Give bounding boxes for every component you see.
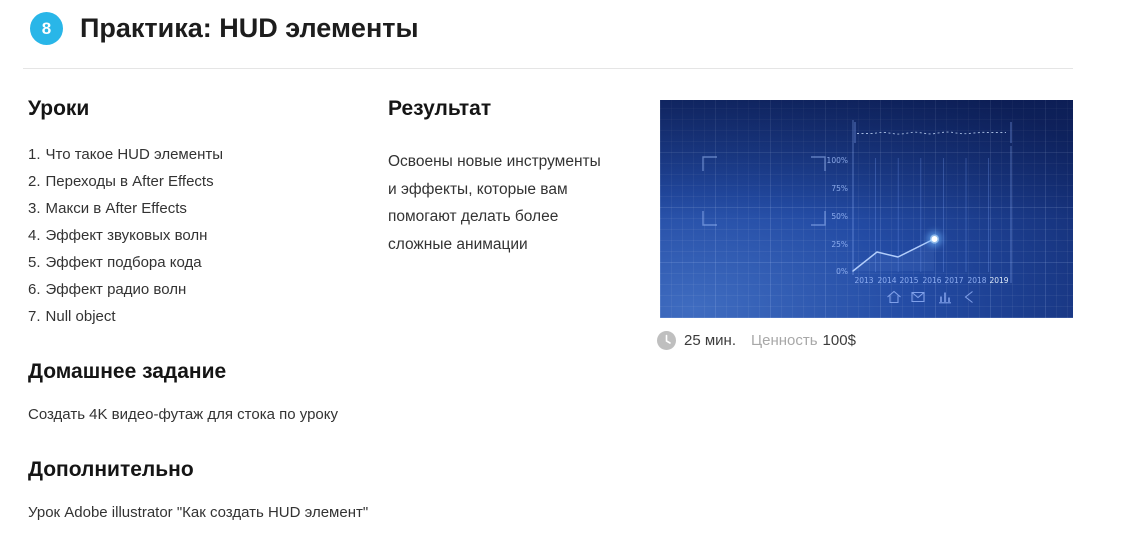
- lesson-number: 1.: [28, 146, 41, 163]
- year-label: 2016: [922, 276, 942, 285]
- list-item: [28, 303, 223, 330]
- lesson-number: 5.: [28, 254, 41, 271]
- lessons-list: [28, 141, 223, 330]
- ytick-label: 100%: [826, 156, 848, 165]
- page-title: Практика: HUD элементы: [80, 13, 419, 43]
- result-line: Освоены новые инструменты: [388, 153, 601, 170]
- list-item: [28, 222, 223, 249]
- lesson-label: Макси в After Effects: [45, 200, 187, 217]
- hud-preview-image: [660, 100, 1073, 318]
- ytick-label: 0%: [836, 267, 848, 276]
- result-heading: Результат: [388, 97, 492, 120]
- year-label: 2015: [899, 276, 919, 285]
- lesson-label: Эффект радио волн: [45, 281, 187, 298]
- ytick-label: 50%: [831, 212, 848, 221]
- homework-text: Создать 4K видео-футаж для стока по уроку: [28, 406, 339, 423]
- bar-chart-icon: [941, 293, 949, 303]
- list-item: [28, 249, 223, 276]
- waveform-icon: [857, 132, 1006, 134]
- lesson-meta: [657, 331, 856, 350]
- result-text: [388, 148, 601, 258]
- clock-icon: [657, 331, 676, 350]
- envelope-icon: [912, 293, 924, 302]
- lesson-label: Переходы в After Effects: [45, 173, 214, 190]
- extra-text: Урок Adobe illustrator "Как создать HUD элемент": [28, 504, 369, 521]
- value-amount: 100$: [822, 332, 856, 349]
- hud-chart: [660, 100, 1073, 318]
- lesson-number: 2.: [28, 173, 41, 190]
- list-item: [28, 195, 223, 222]
- home-icon: [888, 292, 901, 303]
- frame-brackets-icon: [703, 157, 825, 225]
- lessons-heading: Уроки: [28, 97, 90, 120]
- list-item: [28, 276, 223, 303]
- trend-area: [853, 239, 934, 271]
- lesson-number: 3.: [28, 200, 41, 217]
- year-label: 2013: [854, 276, 874, 285]
- lesson-number: 6.: [28, 281, 41, 298]
- share-icon: [966, 292, 973, 303]
- lesson-label: Эффект подбора кода: [45, 254, 202, 271]
- duration-text: 25 мин.: [684, 332, 736, 349]
- glow-marker-core: [932, 236, 938, 242]
- ytick-label: 75%: [831, 184, 848, 193]
- lesson-number: 4.: [28, 227, 41, 244]
- homework-heading: Домашнее задание: [28, 360, 227, 383]
- year-label: 2018: [967, 276, 987, 285]
- lesson-number: 7.: [28, 308, 41, 325]
- extra-heading: Дополнительно: [28, 458, 194, 481]
- year-label: 2019: [989, 276, 1009, 285]
- section-number-badge: 8: [30, 12, 63, 45]
- value-label: Ценность: [751, 332, 818, 349]
- header-divider: [23, 68, 1073, 69]
- result-line: и эффекты, которые вам: [388, 180, 568, 198]
- year-label: 2017: [944, 276, 964, 285]
- result-line: помогают делать более: [388, 208, 559, 225]
- ytick-label: 25%: [831, 240, 848, 249]
- result-line: сложные анимации: [388, 235, 528, 253]
- lesson-label: Эффект звуковых волн: [45, 227, 208, 244]
- list-item: [28, 141, 223, 168]
- lesson-label: Null object: [45, 308, 116, 325]
- list-item: [28, 168, 223, 195]
- lesson-label: Что такое HUD элементы: [45, 146, 224, 163]
- year-label: 2014: [877, 276, 897, 285]
